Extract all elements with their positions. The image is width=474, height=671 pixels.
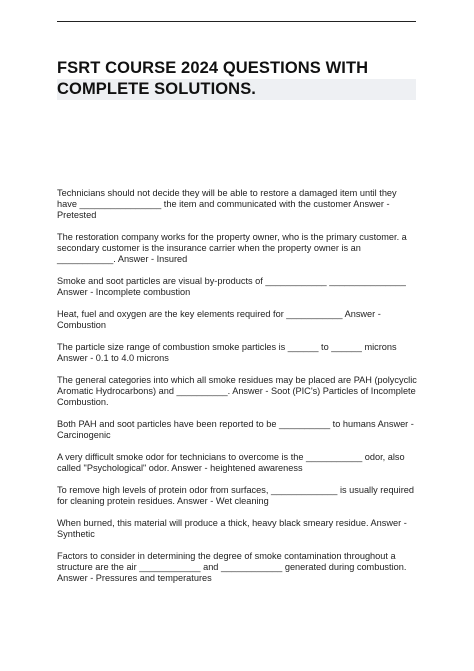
answer-text: Answer - Combustion bbox=[57, 308, 381, 330]
question-text: Smoke and soot particles are visual by-products of ____________ _______________ bbox=[57, 275, 406, 286]
question-text: Heat, fuel and oxygen are the key elements required for ___________ bbox=[57, 308, 343, 319]
qa-item bbox=[57, 452, 419, 474]
question-text: The general categories into which all smoke residues may be placed are PAH (polycyclic Aromatic Hydrocarbons) and __________. bbox=[57, 374, 417, 396]
answer-text: Answer - Carcinogenic bbox=[57, 418, 414, 440]
answer-text: Answer - Pretested bbox=[57, 198, 390, 220]
answer-text: Answer - Incomplete combustion bbox=[57, 286, 191, 297]
answer-text: Answer - Pressures and temperatures bbox=[57, 572, 212, 583]
question-text: Factors to consider in determining the degree of smoke contamination throughout a structure are the air ____________ and ____________ generated during combustion. bbox=[57, 550, 407, 572]
title-line-1: FSRT COURSE 2024 QUESTIONS WITH bbox=[57, 59, 369, 77]
question-text: A very difficult smoke odor for technicians to overcome is the ___________ odor, also called "Psychological" odor. bbox=[57, 451, 405, 473]
question-text: Both PAH and soot particles have been reported to be __________ to humans bbox=[57, 418, 376, 429]
answer-text: Answer - heightened awareness bbox=[171, 462, 303, 473]
answer-text: Answer - Synthetic bbox=[57, 517, 407, 539]
qa-list bbox=[57, 188, 419, 595]
qa-item bbox=[57, 419, 419, 441]
qa-item bbox=[57, 309, 419, 331]
document-title bbox=[57, 58, 417, 100]
answer-text: Answer - 0.1 to 4.0 microns bbox=[57, 352, 169, 363]
title-block bbox=[57, 58, 417, 100]
qa-item bbox=[57, 188, 419, 221]
qa-item bbox=[57, 375, 419, 408]
answer-text: Answer - Wet cleaning bbox=[177, 495, 269, 506]
qa-item bbox=[57, 342, 419, 364]
top-divider bbox=[57, 21, 416, 22]
question-text: When burned, this material will produce a thick, heavy black smeary residue. bbox=[57, 517, 369, 528]
question-text: To remove high levels of protein odor from surfaces, _____________ is usually required for cleaning protein residues. bbox=[57, 484, 414, 506]
qa-item bbox=[57, 551, 419, 584]
question-text: The restoration company works for the property owner, who is the primary customer. a secondary customer is the insurance carrier when the property owner is an ___________. bbox=[57, 231, 407, 264]
qa-item bbox=[57, 232, 419, 265]
answer-text: Answer - Soot (PIC's) Particles of Incomplete Combustion. bbox=[57, 385, 416, 407]
answer-text: Answer - Insured bbox=[117, 253, 188, 264]
qa-item bbox=[57, 276, 419, 298]
qa-item bbox=[57, 518, 419, 540]
question-text: Technicians should not decide they will be able to restore a damaged item until they have ________________ the item and communicated with the customer bbox=[57, 188, 397, 209]
question-text: The particle size range of combustion smoke particles is ______ to ______ microns bbox=[57, 341, 397, 352]
title-line-2: COMPLETE SOLUTIONS. bbox=[57, 79, 416, 100]
qa-item bbox=[57, 485, 419, 507]
